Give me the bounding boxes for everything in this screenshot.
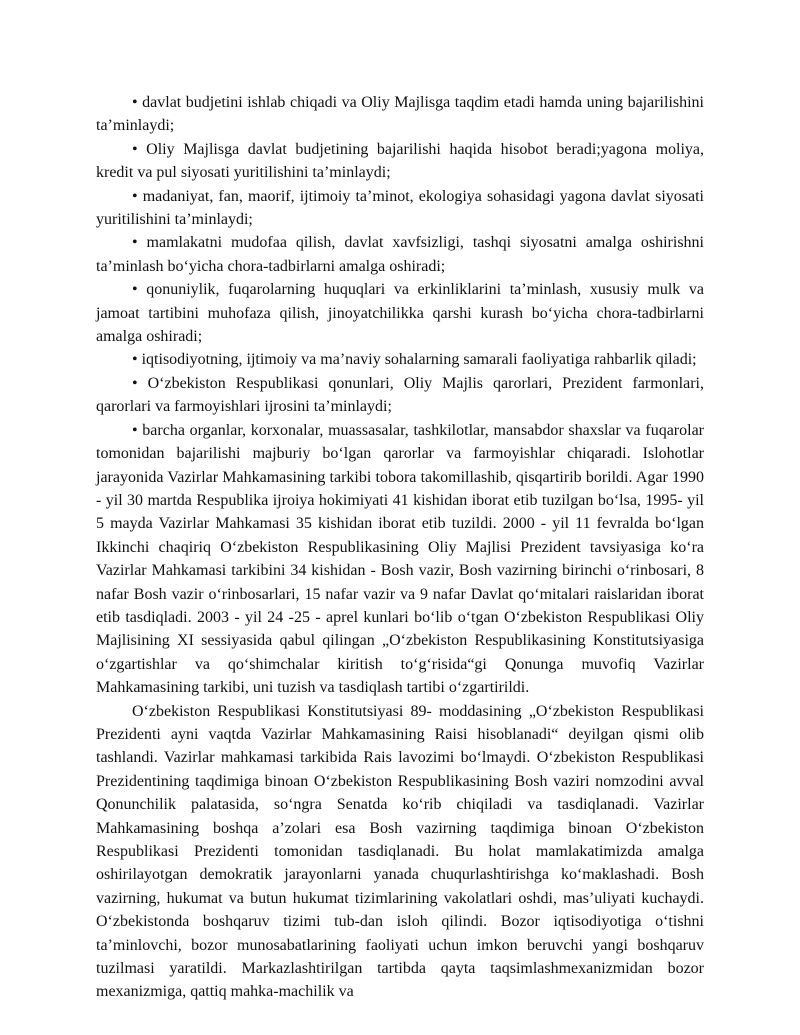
bullet-paragraph-legality: • qonuniylik, fuqarolarning huquqlari va erkinliklarini ta’minlash, xususiy mulk va jamoat tartibini muhofaza qilish, jinoyatchilikka qarshi kurash bo‘yicha chora-tadbirlarni amalga oshiradi; [96, 281, 704, 346]
bullet-paragraph-budget: • davlat budjetini ishlab chiqadi va Oliy Majlisga taqdim etadi hamda uning bajarilishini ta’minlaydi; [96, 94, 704, 135]
bullet-paragraph-report: • Oliy Majlisga davlat budjetining bajarilishi haqida hisobot beradi;yagona moliya, kredit va pul siyosati yuritilishini ta’minlaydi; [96, 140, 704, 182]
bullet-paragraph-decisions: • barcha organlar, korxonalar, muassasalar, tashkilotlar, mansabdor shaxslar va fuqarolar tomonidan bajarilishi majburiy bo‘lgan qarorlar va farmoyishlar chiqaradi. Islohotlar jarayonida Vazirlar Mahkamasining tarkibi tobora takomillashib, qisqartirib borildi. Agar 1990 - yil 30 martda Respublika ijroiya hokimiyati 41 kishidan iborat etib tuzilgan bo‘lsa, 1995- yil 5 mayda Vazirlar Mahkamasi 35 kishidan iborat etib tuzildi. 2000 - yil 11 fevralda bo‘lgan Ikkinchi chaqiriq O‘zbekiston Respublikasining Oliy Majlisi Prezident tavsiyasiga ko‘ra Vazirlar Mahkamasi tarkibini 34 kishidan - Bosh vazir, Bosh vazirning birinchi o‘rinbosari, 8 nafar Bosh vazir o‘rinbosarlari, 15 nafar vazir va 9 nafar Davlat qo‘mitalari raislaridan iborat etib tasdiqladi. 2003 - yil 24 -25 - aprel kunlari bo‘lib o‘tgan O‘zbekiston Respublikasi Oliy Majlisining XI sessiyasida qabul qilingan „O‘zbekiston Respublikasining Konstitutsiyasiga o‘zgartishlar va qo‘shimchalar kiritish to‘g‘risida“gi Qonunga muvofiq Vazirlar Mahkamasining tarkibi, uni tuzish va tasdiqlash tartibi o‘zgartirildi. [96, 421, 704, 697]
bullet-paragraph-culture: • madaniyat, fan, maorif, ijtimoiy ta’minot, ekologiya sohasidagi yagona davlat siyosati yuritilishini ta’minlaydi; [96, 187, 704, 229]
bullet-paragraph-laws: • O‘zbekiston Respublikasi qonunlari, Oliy Majlis qarorlari, Prezident farmonlari, qarorlari va farmoyishlari ijrosini ta’minlaydi; [96, 374, 704, 416]
body-paragraph-constitution: O‘zbekiston Respublikasi Konstitutsiyasi 89- moddasining „O‘zbekiston Respublikasi Prezidenti ayni vaqtda Vazirlar Mahkamasining Raisi hisoblanadi“ deyilgan qismi olib tashlandi. Vazirlar mahkamasi tarkibida Rais lavozimi bo‘lmaydi. O‘zbekiston Respublikasi Prezidentining taqdimiga binoan O‘zbekiston Respublikasining Bosh vaziri nomzodini avval Qonunchilik palatasida, so‘ngra Senatda ko‘rib chiqiladi va tasdiqlanadi. Vazirlar Mahkamasining boshqa a’zolari esa Bosh vazirning taqdimiga binoan O‘zbekiston Respublikasi Prezidenti tomonidan tasdiqlanadi. Bu holat mamlakatimizda amalga oshirilayotgan demokratik jarayonlarni yanada chuqurlashtirishga ko‘maklashadi. Bosh vazirning, hukumat va butun hukumat tizimlarining vakolatlari oshdi, mas’uliyati kuchaydi. O‘zbekistonda boshqaruv tizimi tub-dan isloh qilindi. Bozor iqtisodiyotiga o‘tishni ta’minlovchi, bozor munosabatlarining faoliyati uchun imkon beruvchi yangi boshqaruv tuzilmasi yaratildi. Markazlashtirilgan tartibda qayta taqsimlashmexanizmidan bozor mexanizmiga, qattiq mahka-machilik va [96, 702, 704, 1001]
document-page [96, 91, 704, 1004]
bullet-paragraph-economy: • iqtisodiyotning, ijtimoiy va ma’naviy sohalarning samarali faoliyatiga rahbarlik qiladi; [132, 351, 697, 369]
bullet-paragraph-defense: • mamlakatni mudofaa qilish, davlat xavfsizligi, tashqi siyosatni amalga oshirishni ta’minlash bo‘yicha chora-tadbirlarni amalga oshiradi; [96, 234, 704, 275]
